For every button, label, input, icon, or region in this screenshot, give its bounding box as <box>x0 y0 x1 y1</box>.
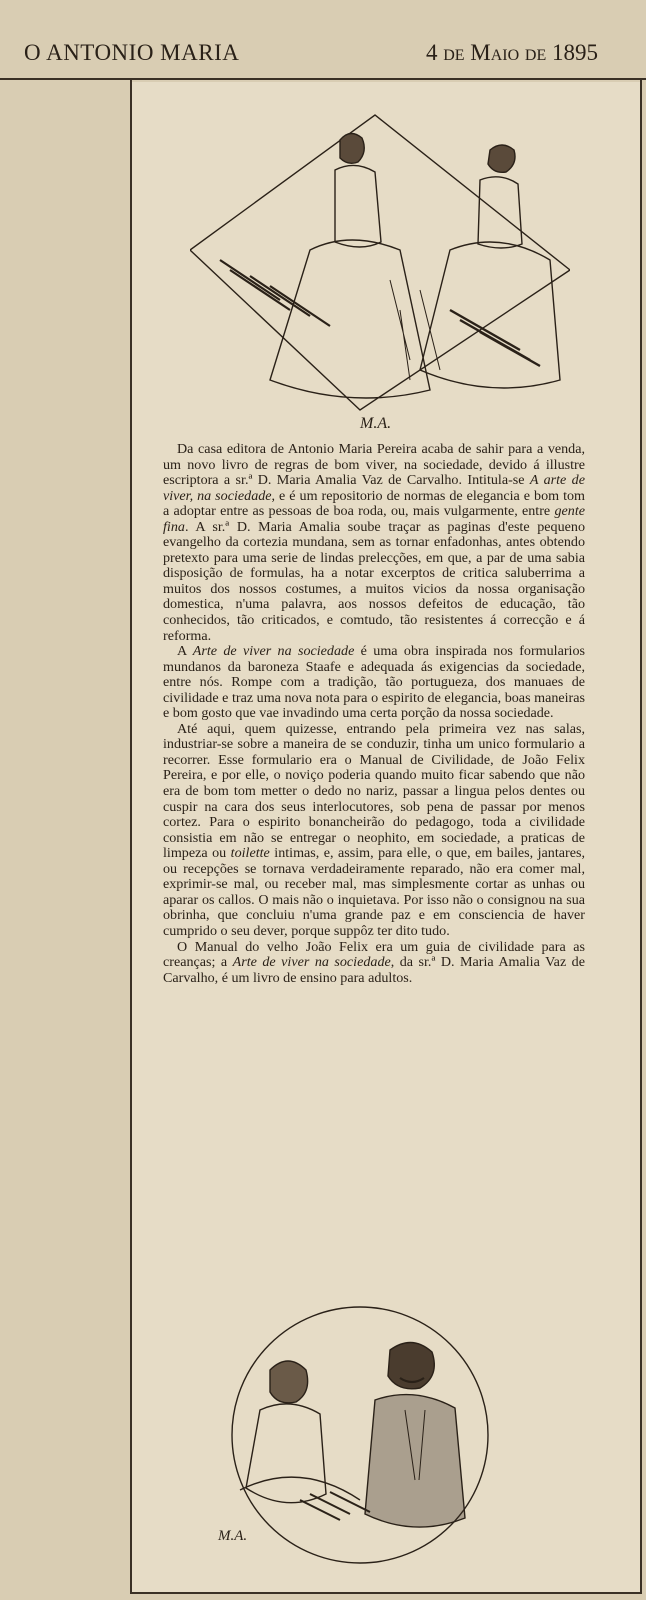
top-engraving <box>190 110 570 440</box>
paragraph-1: Da casa editora de Antonio Maria Pereira acaba de sahir para a venda, um novo livro de regras de bom viver, na sociedade, devido á illustre escriptora a sr.ª D. Maria Amalia Vaz de Carvalho. Intitula-se A arte de viver, na sociedade, e é um repositorio de normas de elegancia e bom tom a adoptar entre as pessoas de boa roda, ou, mais vulgarmente, entre gente fina. A sr.ª D. Maria Amalia soube traçar as paginas d'este pequeno evangelho da cortezia mundana, sem as tornar enfadonhas, antes obtendo pretexto para uma serie de lindas prelecções, em que, a par de uma sabia disposição de formulas, ha a notar excerptos de critica saluberrima a muitos dos nossos costumes, a muitos vicios da nossa organisação domestica, n'uma palavra, aos nossos defeitos de educação, tão conhecidos, tão criticados, e comtudo, tão resistentes á correcção e á reforma. <box>163 441 585 644</box>
masthead <box>0 0 646 80</box>
bottom-engraving-signature: M.A. <box>218 1528 248 1544</box>
book-title: A arte de viver, na sociedade <box>163 472 585 504</box>
date-de-1: de <box>443 40 465 65</box>
date-de-2: de <box>524 40 547 65</box>
newspaper-title: O ANTONIO MARIA <box>24 40 240 65</box>
toilette-word: toilette <box>230 845 270 862</box>
date-month: Maio <box>470 40 520 65</box>
date-year: 1895 <box>552 40 598 65</box>
paragraph-2: A Arte de viver na sociedade é uma obra inspirada nos formularios mundanos da baroneza Staafe e adequada ás exigencias da sociedade, entre nós. Rompe com a tradição, tão portugueza, dos manuaes de civilidade e traz uma nova nota para o espirito de elegancia, boas maneiras e bom gosto que vae invadindo uma certa porção da nossa sociedade. <box>163 643 585 722</box>
paragraph-3: Até aqui, quem quizesse, entrando pela primeira vez nas salas, industriar-se sobre a maneira de se conduzir, tinha um unico formulario a recorrer. Esse formulario era o Manual de Civilidade, de João Felix Pereira, e por elle, o noviço poderia quando muito ficar sabendo que não era de bom tom metter o dedo no nariz, passar a lingua pelos dentes ou cuspir na cara dos seus interlocutores, sob pena de passar por menos cortez. Para o espirito bonancheirão do pedagogo, toda a civilidade consistia em não se entregar o neophito, em sociedade, a praticas de limpeza ou toilette intimas, e, assim, para elle, o que, em bailes, jantares, ou recepções se tornava verdadeiramente reparado, não era comer mal, exprimir-se mal, ou receber mal, mas simplesmente cortar as unhas ou aparar os callos. O mais não o inquietava. Por isso não o consignou na sua obrinha, que concluiu n'uma grande paz e em consciencia de haver cumprido o seu dever, porque suppôz ter dito tudo. <box>163 720 585 939</box>
issue-date <box>426 40 598 66</box>
book-title: Arte de viver na sociedade <box>232 954 391 971</box>
top-engraving-signature: M.A. <box>360 415 392 432</box>
bottom-engraving <box>200 1300 510 1570</box>
column-right-rule <box>640 80 642 1593</box>
gente-fina: gente fina <box>163 503 585 535</box>
paragraph-4: O Manual do velho João Felix era um guia de civilidade para as creanças; a Arte de viver na sociedade, da sr.ª D. Maria Amalia Vaz de Carvalho, é um livro de ensino para adultos. <box>163 938 585 986</box>
date-day: 4 <box>425 40 438 65</box>
book-title: Arte de viver na sociedade <box>192 643 355 660</box>
column-bottom-rule <box>130 1592 642 1594</box>
article-body <box>163 442 585 986</box>
header-rule <box>0 78 646 80</box>
